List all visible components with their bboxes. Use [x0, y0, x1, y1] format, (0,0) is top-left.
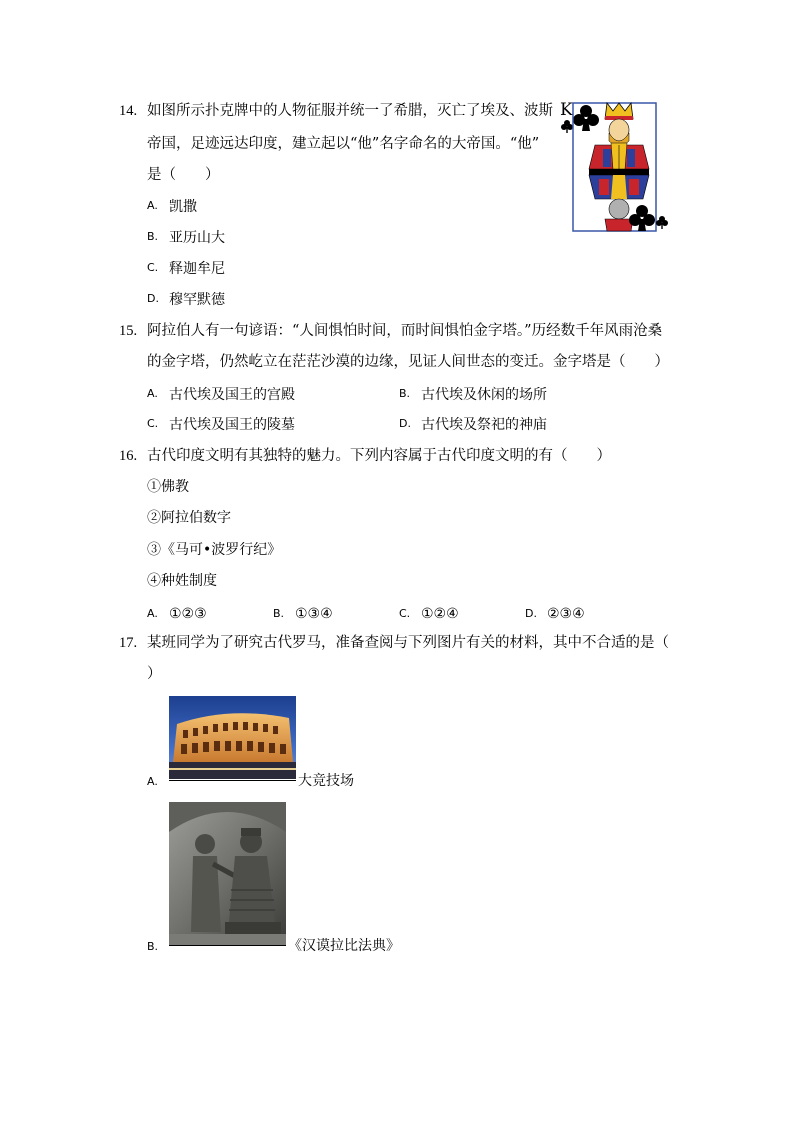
image-baseline	[169, 945, 286, 946]
question-text-line: 如图所示扑克牌中的人物征服并统一了希腊，灭亡了埃及、波斯	[147, 103, 553, 119]
option-text: 释迦牟尼	[169, 261, 225, 277]
option-text: 《汉谟拉比法典》	[288, 938, 400, 954]
option-text: 穆罕默德	[169, 292, 225, 308]
option-letter: C.	[399, 607, 411, 620]
question-number: 14.	[119, 103, 138, 119]
question-text-line: 古代印度文明有其独特的魅力。下列内容属于古代印度文明的有（ ）	[147, 448, 611, 464]
question-number: 17.	[119, 635, 138, 651]
option-letter: A.	[147, 607, 158, 620]
option-letter: B.	[147, 230, 159, 243]
option-letter: D.	[525, 607, 537, 620]
statement-item: ④种姓制度	[147, 573, 217, 589]
question-text-line: 是（ ）	[147, 167, 220, 183]
question-text-line: 某班同学为了研究古代罗马，准备查阅与下列图片有关的材料，其中不合适的是（	[147, 635, 669, 651]
option-letter: D.	[399, 417, 411, 430]
option-letter: C.	[147, 417, 159, 430]
option-letter: D.	[147, 292, 159, 305]
option-letter: A.	[147, 387, 158, 400]
option-text: 古代埃及祭祀的神庙	[421, 417, 547, 433]
option-letter: C.	[147, 261, 159, 274]
hammurabi-stele-photo	[169, 802, 286, 945]
option-text: 大竞技场	[298, 773, 354, 789]
question-text-line: 的金字塔，仍然屹立在茫茫沙漠的边缘，见证人间世态的变迁。金字塔是（ ）	[147, 354, 669, 370]
option-text: 古代埃及国王的陵墓	[169, 417, 295, 433]
question-text-line: 阿拉伯人有一句谚语：“人间惧怕时间，而时间惧怕金字塔。”历经数千年风雨沧桑	[147, 323, 663, 339]
colosseum-photo	[169, 696, 296, 779]
option-letter: A.	[147, 775, 158, 788]
question-text-line: 帝国，足迹远达印度，建立起以“他”名字命名的大帝国。“他”	[147, 136, 540, 152]
question-text-line: ）	[147, 666, 162, 682]
option-letter: B.	[399, 387, 411, 400]
option-text: 古代埃及国王的宫殿	[169, 387, 295, 403]
question-number: 15.	[119, 323, 138, 339]
option-letter: B.	[273, 607, 285, 620]
option-text: 古代埃及休闲的场所	[421, 387, 547, 403]
option-text: 亚历山大	[169, 230, 225, 246]
statement-item: ③《马可•波罗行纪》	[147, 542, 282, 558]
svg-text:K: K	[560, 100, 573, 120]
option-letter: A.	[147, 199, 158, 212]
image-baseline	[169, 780, 296, 781]
king-of-clubs-card-icon	[559, 99, 669, 233]
option-text: ②③④	[547, 606, 585, 622]
option-text: ①②④	[421, 606, 459, 622]
question-number: 16.	[119, 448, 138, 464]
statement-item: ②阿拉伯数字	[147, 510, 231, 526]
option-text: ①②③	[169, 606, 207, 622]
option-text: ①③④	[295, 606, 333, 622]
statement-item: ①佛教	[147, 479, 189, 495]
option-text: 凯撒	[169, 199, 197, 215]
option-letter: B.	[147, 940, 159, 953]
